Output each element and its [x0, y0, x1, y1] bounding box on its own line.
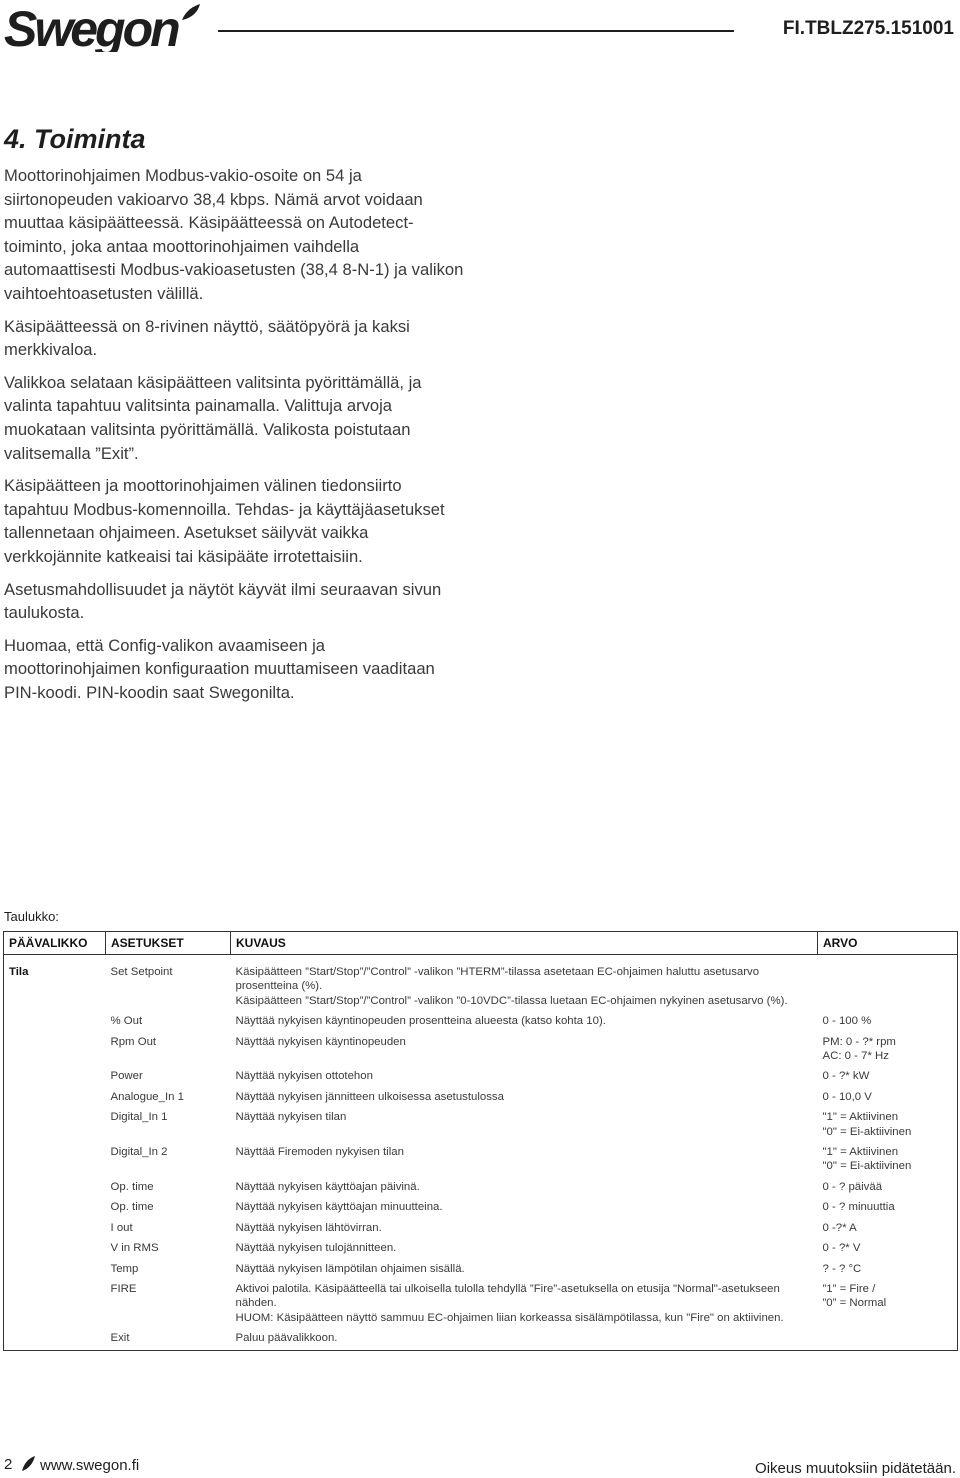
description-line: Näyttää nykyisen käyttöajan minuutteina. — [235, 1201, 443, 1214]
swegon-logo — [4, 2, 204, 57]
cell-setting: Digital_In 2 — [110, 1146, 168, 1159]
value-line: AC: 0 - 7* Hz — [822, 1050, 889, 1063]
cell-setting: FIRE — [110, 1282, 137, 1295]
cell-value — [818, 1108, 958, 1143]
value-line: 0 -?* A — [822, 1221, 857, 1234]
table-header-row — [4, 932, 958, 955]
cell-main-menu — [4, 1329, 106, 1350]
cell-description — [231, 1067, 818, 1087]
cell-value — [818, 1239, 958, 1259]
cell-main-menu — [4, 1088, 106, 1108]
logo-wordmark: Swegon — [4, 2, 178, 52]
table-row — [4, 1088, 958, 1108]
cell-setting: Rpm Out — [110, 1035, 157, 1048]
value-line: PM: 0 - ?* rpm — [822, 1035, 896, 1048]
cell-main-menu — [4, 1219, 106, 1239]
cell-description — [231, 1143, 818, 1178]
cell-description — [231, 1329, 818, 1350]
table-row — [4, 1239, 958, 1259]
description-line: Näyttää Firemoden nykyisen tilan — [235, 1146, 404, 1159]
table-row — [4, 1033, 958, 1068]
cell-value — [818, 1280, 958, 1329]
cell-setting: Exit — [110, 1332, 130, 1345]
cell-description — [231, 1108, 818, 1143]
cell-setting: V in RMS — [110, 1242, 159, 1255]
paragraph-modbus-defaults: Moottorinohjaimen Modbus-vakio-osoite on 54 ja siirtonopeuden vakioarvo 38,4 kbps. Nämä arvot voidaan muuttaa käsipäätteessä. Käsipäätteessä on Autodetect-toiminto, joka antaa moottorinohjaimen vaihdella automaattisesti Modbus-vakioasetusten (38,4 8-N-1) ja valikon vaihtoehtoasetusten välillä. — [4, 166, 464, 303]
leaf-icon — [182, 4, 200, 20]
description-line: Näyttää nykyisen ottotehon — [235, 1070, 373, 1083]
cell-main-menu — [4, 1067, 106, 1087]
cell-value — [818, 1219, 958, 1239]
cell-setting: Power — [110, 1070, 143, 1083]
leaf-icon — [20, 1455, 36, 1478]
cell-description — [231, 1198, 818, 1218]
value-line: 0 - ?* V — [822, 1242, 861, 1255]
value-line: 0 - ?* kW — [822, 1070, 870, 1083]
cell-value — [818, 1260, 958, 1280]
description-line: Näyttää nykyisen tilan — [235, 1111, 347, 1124]
cell-description — [231, 1280, 818, 1329]
cell-value — [818, 1088, 958, 1108]
cell-value — [818, 1178, 958, 1198]
table-caption: Taulukko: — [4, 909, 59, 924]
cell-value — [818, 1198, 958, 1218]
cell-value — [818, 1067, 958, 1087]
description-line: Näyttää nykyisen tulojännitteen. — [235, 1242, 397, 1255]
description-line: Näyttää nykyisen jännitteen ulkoisessa asetustulossa — [235, 1090, 504, 1103]
cell-description — [231, 1178, 818, 1198]
cell-setting: Op. time — [110, 1201, 154, 1214]
header-main-menu: PÄÄVALIKKO — [4, 932, 106, 955]
cell-value — [818, 1033, 958, 1068]
cell-main-menu — [4, 1198, 106, 1218]
cell-description — [231, 1239, 818, 1259]
cell-main-menu — [4, 1012, 106, 1032]
paragraph-communication: Käsipäätteen ja moottorinohjaimen välinen tiedonsiirto tapahtuu Modbus-komennoilla. Tehdas- ja käyttäjäasetukset tallennetaan ohjaimeen. Asetukset säilyvät vaikka verkkojännite katkeaisi tai käsipääte irrotettaisiin. — [4, 476, 445, 566]
section-body — [4, 164, 464, 713]
footer-note: Oikeus muutoksiin pidätetään. — [755, 1460, 956, 1477]
table-row — [4, 1012, 958, 1032]
description-line: Näyttää nykyisen lämpötilan ohjaimen sisällä. — [235, 1262, 465, 1275]
value-line: 0 - 10,0 V — [822, 1090, 872, 1103]
cell-description — [231, 1260, 818, 1280]
cell-setting: Analogue_In 1 — [110, 1090, 184, 1103]
value-line: "1" = Aktiivinen — [822, 1111, 899, 1124]
paragraph-navigation: Valikkoa selataan käsipäätteen valitsinta pyörittämällä, ja valinta tapahtuu valitsinta painamalla. Valittuja arvoja muokataan valitsinta pyörittämällä. Valikosta poistutaan valitsemalla ”Exit”. — [4, 372, 422, 463]
description-line: Näyttää nykyisen käyttöajan päivinä. — [235, 1180, 420, 1193]
description-line: Aktivoi palotila. Käsipäätteellä tai ulkoisella tulolla tehdyllä ”Fire”-asetuksella on etusija "Normal"-asetukseen nähden. — [235, 1282, 780, 1310]
cell-main-menu: Tila — [9, 966, 29, 978]
description-line: Näyttää nykyisen lähtövirran. — [235, 1221, 382, 1234]
value-line: "0" = Ei-aktiivinen — [822, 1160, 912, 1173]
table-row — [4, 1329, 958, 1350]
header-settings: ASETUKSET — [106, 932, 231, 955]
cell-main-menu — [4, 1239, 106, 1259]
cell-value — [818, 1143, 958, 1178]
table-row — [4, 1280, 958, 1329]
table-row — [4, 1143, 958, 1178]
value-line: "1" = Aktiivinen — [822, 1146, 899, 1159]
page-number: 2 — [4, 1456, 13, 1473]
cell-setting: Op. time — [110, 1180, 154, 1193]
header-description: KUVAUS — [231, 932, 818, 955]
section-title: 4. Toiminta — [4, 124, 146, 154]
table-row — [4, 1108, 958, 1143]
cell-main-menu — [4, 1178, 106, 1198]
table-row — [4, 1178, 958, 1198]
footer-url-link[interactable]: www.swegon.fi — [40, 1457, 140, 1474]
cell-description — [231, 1088, 818, 1108]
value-line: ? - ? °C — [822, 1262, 862, 1275]
table-body — [4, 955, 958, 1351]
table-row — [4, 955, 958, 1013]
cell-description — [231, 1219, 818, 1239]
cell-description — [231, 1012, 818, 1032]
value-line: ”1” = Fire / — [822, 1282, 876, 1295]
cell-setting: I out — [110, 1221, 133, 1234]
table-row — [4, 1260, 958, 1280]
cell-setting: Digital_In 1 — [110, 1111, 168, 1124]
value-line: 0 - 100 % — [822, 1015, 872, 1028]
description-line: Näyttää nykyisen käyntinopeuden — [235, 1035, 406, 1048]
cell-main-menu — [4, 1108, 106, 1143]
cell-main-menu — [4, 1033, 106, 1068]
table-row — [4, 1198, 958, 1218]
cell-value — [818, 955, 958, 1013]
value-line: 0 - ? minuuttia — [822, 1201, 895, 1214]
settings-table — [3, 931, 958, 1351]
paragraph-pin-note: Huomaa, että Config-valikon avaamiseen ja moottorinohjaimen konfiguraation muuttamiseen vaaditaan PIN-koodi. PIN-koodin saat Swegonilta. — [4, 635, 435, 702]
table-row — [4, 1067, 958, 1087]
cell-setting: Set Setpoint — [110, 966, 173, 978]
cell-value — [818, 1012, 958, 1032]
description-line: Näyttää nykyisen käyntinopeuden prosentteina alueesta (katso kohta 10). — [235, 1015, 606, 1028]
cell-description — [231, 955, 818, 1013]
cell-main-menu — [4, 1260, 106, 1280]
description-line: Käsipäätteen ”Start/Stop”/”Control” -valikon ”0-10VDC”-tilassa luetaan EC-ohjaimen nykyinen asetusarvo (%). — [235, 994, 788, 1007]
paragraph-table-reference: Asetusmahdollisuudet ja näytöt käyvät ilmi seuraavan sivun taulukosta. — [4, 579, 442, 623]
cell-description — [231, 1033, 818, 1068]
table-row — [4, 1219, 958, 1239]
cell-value — [818, 1329, 958, 1350]
value-line: 0 - ? päivää — [822, 1180, 883, 1193]
header-value: ARVO — [818, 932, 958, 955]
cell-setting: Temp — [110, 1262, 139, 1275]
cell-main-menu — [4, 1143, 106, 1178]
document-code: FI.TBLZ275.151001 — [782, 18, 954, 39]
value-line: "0" = Ei-aktiivinen — [822, 1125, 912, 1138]
cell-setting: % Out — [110, 1015, 143, 1028]
paragraph-display: Käsipäätteessä on 8-rivinen näyttö, säätöpyörä ja kaksi merkkivaloa. — [4, 316, 410, 360]
description-line: HUOM: Käsipäätteen näyttö sammuu EC-ohjaimen liian korkeassa sisälämpötilassa, kun "Fire" on aktiivinen. — [235, 1311, 784, 1324]
description-line: Paluu päävalikkoon. — [235, 1332, 338, 1345]
cell-main-menu — [4, 1280, 106, 1329]
value-line: ”0” = Normal — [822, 1297, 887, 1310]
description-line: Käsipäätteen ”Start/Stop”/”Control” -valikon ”HTERM”-tilassa asetetaan EC-ohjaimen haluttu asetusarvo prosentteina (%). — [235, 966, 760, 993]
header-rule — [218, 30, 734, 32]
